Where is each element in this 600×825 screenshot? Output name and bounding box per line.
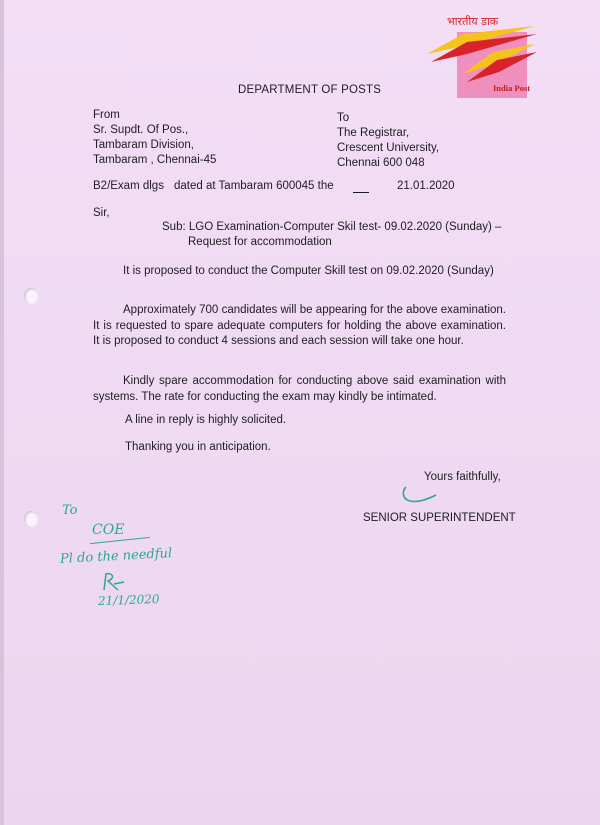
from-line: Tambaram , Chennai-45 xyxy=(93,154,217,166)
subject-line-1: Sub: LGO Examination-Computer Skil test- 09.02.2020 (Sunday) – xyxy=(162,221,502,233)
to-line: The Registrar, xyxy=(337,127,410,139)
punch-hole-top xyxy=(24,288,38,304)
signatory-title: SENIOR SUPERINTENDENT xyxy=(363,512,516,524)
handwritten-coe: COE xyxy=(92,522,125,538)
body-paragraph: A line in reply is highly solicited. xyxy=(125,414,287,426)
to-line: Crescent University, xyxy=(337,142,440,154)
closing: Yours faithfully, xyxy=(424,471,501,483)
subject-line-2: Request for accommodation xyxy=(188,236,332,248)
body-paragraph: Approximately 700 candidates will be appearing for the above examination. It is requested to spare adequate computers for holding the above examination. It is proposed to conduct 4 sessions and each session will take one hour. xyxy=(93,304,506,347)
department-heading: DEPARTMENT OF POSTS xyxy=(238,84,382,96)
punch-hole-bottom xyxy=(24,511,38,527)
from-line: Sr. Supdt. Of Pos., xyxy=(93,124,189,136)
page-edge xyxy=(0,0,4,825)
reference-date: 21.01.2020 xyxy=(397,180,455,192)
to-line: Chennai 600 048 xyxy=(337,157,425,169)
signature-icon xyxy=(400,483,440,507)
body-paragraph: Thanking you in anticipation. xyxy=(125,441,271,453)
body-paragraph: Kindly spare accommodation for conducting above said examination with systems. The rate for conducting the exam may kindly be intimated. xyxy=(93,375,506,403)
from-line: Tambaram Division, xyxy=(93,139,194,151)
from-label: From xyxy=(93,109,120,121)
body-paragraph: It is proposed to conduct the Computer Skill test on 09.02.2020 (Sunday) xyxy=(123,265,494,277)
to-block xyxy=(337,111,439,171)
logo-hindi-text: भारतीय डाक xyxy=(447,15,499,28)
handwritten-instruction: Pl do the needful xyxy=(59,546,173,567)
handwritten-to: To xyxy=(62,503,78,518)
reference-dated-at: dated at Tambaram 600045 the xyxy=(174,180,334,192)
reference-number: B2/Exam dlgs xyxy=(93,180,164,192)
salutation: Sir, xyxy=(93,207,110,219)
to-label: To xyxy=(337,112,350,124)
from-block xyxy=(93,108,216,168)
reference-underline xyxy=(353,192,369,193)
handwritten-initials-icon xyxy=(100,570,128,594)
logo-subtitle: India Post xyxy=(493,83,531,93)
handwritten-date: 21/1/2020 xyxy=(97,591,160,609)
